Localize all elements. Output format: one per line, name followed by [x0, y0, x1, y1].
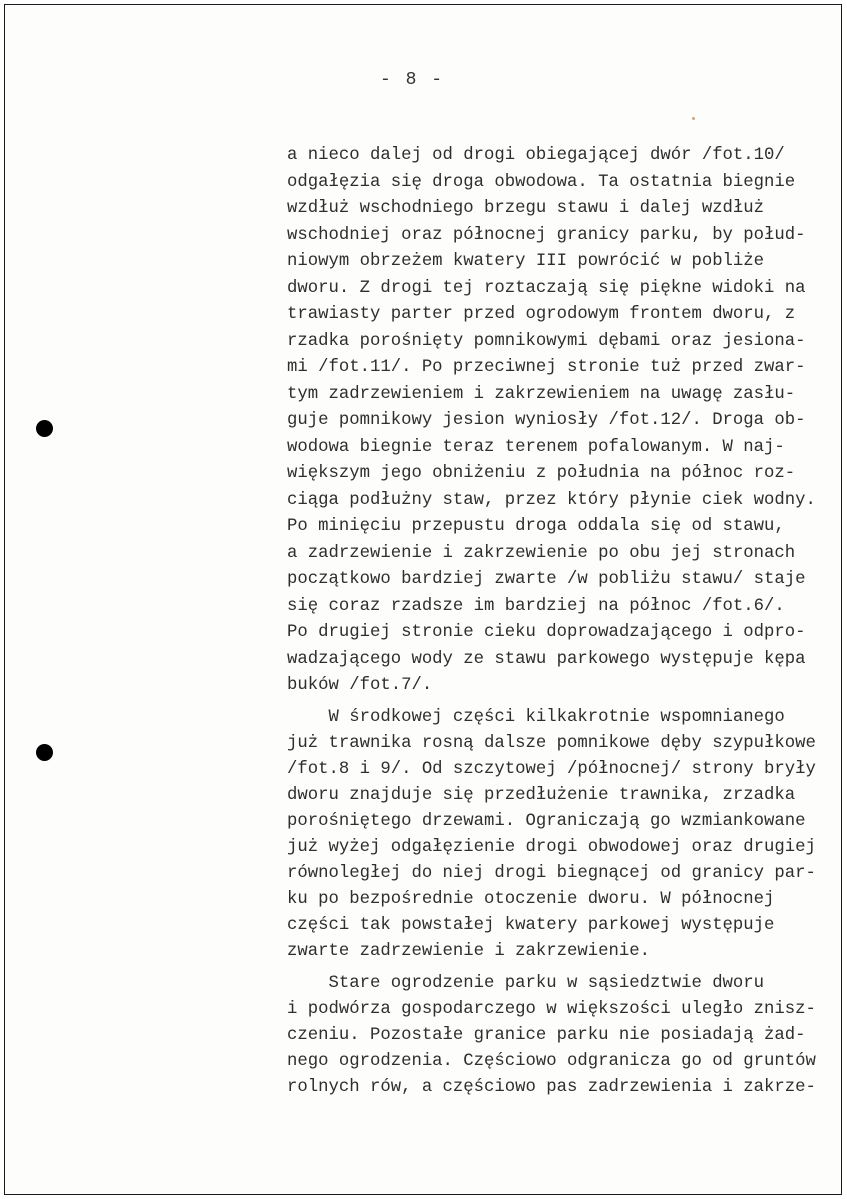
punch-hole-bottom	[36, 744, 53, 761]
text-line: trawiasty parter przed ogrodowym frontem dworu, z	[287, 305, 796, 324]
text-line: rolnych rów, a częściowo pas zadrzewienia i zakrze-	[287, 1078, 816, 1097]
text-line: zwarte zadrzewienie i zakrzewienie.	[287, 942, 650, 961]
text-line: wodowa biegnie teraz terenem pofalowanym. W naj-	[287, 438, 785, 457]
text-line: czeniu. Pozostałe granice parku nie posiadają żad-	[287, 1026, 806, 1045]
text-line: rzadka porośnięty pomnikowymi dębami oraz jesiona-	[287, 332, 806, 351]
text-line: już wyżej odgałęzienie drogi obwodowej oraz drugiej	[287, 838, 816, 857]
text-line: wzdłuż wschodniego brzegu stawu i dalej wzdłuż	[287, 199, 765, 218]
text-line: Po minięciu przepustu droga oddala się od stawu,	[287, 517, 785, 536]
text-line: nego ogrodzenia. Częściowo odgranicza go od gruntów	[287, 1052, 816, 1071]
text-line: i podwórza gospodarczego w większości uległo znisz-	[287, 1000, 816, 1019]
text-line: wschodniej oraz północnej granicy parku, by połud-	[287, 226, 806, 245]
text-line: /fot.8 i 9/. Od szczytowej /północnej/ strony bryły	[287, 760, 816, 779]
text-line: dworu znajduje się przedłużenie trawnika, zrzadka	[287, 786, 796, 805]
text-line: ciąga podłużny staw, przez który płynie ciek wodny.	[287, 491, 816, 510]
text-line: a nieco dalej od drogi obiegającej dwór /fot.10/	[287, 146, 785, 165]
text-line: początkowo bardziej zwarte /w pobliżu stawu/ staje	[287, 570, 806, 589]
text-line: tym zadrzewieniem i zakrzewieniem na uwagę zasłu-	[287, 385, 796, 404]
text-line: już trawnika rosną dalsze pomnikowe dęby szypułkowe	[287, 734, 816, 753]
text-line: Po drugiej stronie cieku doprowadzającego i odpro-	[287, 623, 806, 642]
text-line: ku po bezpośrednie otoczenie dworu. W północnej	[287, 890, 775, 909]
text-line: guje pomnikowy jesion wyniosły /fot.12/. Droga ob-	[287, 411, 806, 430]
page-number: - 8 -	[380, 70, 445, 90]
text-line: się coraz rzadsze im bardziej na północ /fot.6/.	[287, 597, 785, 616]
text-line: równoległej do niej drogi biegnącej od granicy par-	[287, 864, 816, 883]
text-line: większym jego obniżeniu z południa na północ roz-	[287, 464, 796, 483]
text-line: porośniętego drzewami. Ograniczają go wzmiankowane	[287, 812, 806, 831]
text-line: części tak powstałej kwatery parkowej występuje	[287, 916, 775, 935]
text-line: buków /fot.7/.	[287, 676, 433, 695]
text-line: a zadrzewienie i zakrzewienie po obu jej stronach	[287, 544, 796, 563]
text-line: Stare ogrodzenie parku w sąsiedztwie dworu	[287, 974, 765, 993]
text-line: odgałęzia się droga obwodowa. Ta ostatnia biegnie	[287, 173, 796, 192]
text-line: dworu. Z drogi tej roztaczają się piękne widoki na	[287, 279, 806, 298]
text-line: niowym obrzeżem kwatery III powrócić w pobliże	[287, 252, 765, 271]
punch-hole-top	[36, 420, 53, 437]
stray-ink-dot	[692, 117, 695, 120]
text-line: mi /fot.11/. Po przeciwnej stronie tuż przed zwar-	[287, 358, 806, 377]
text-line: W środkowej części kilkakrotnie wspomnianego	[287, 708, 785, 727]
text-line: wadzającego wody ze stawu parkowego występuje kępa	[287, 650, 806, 669]
